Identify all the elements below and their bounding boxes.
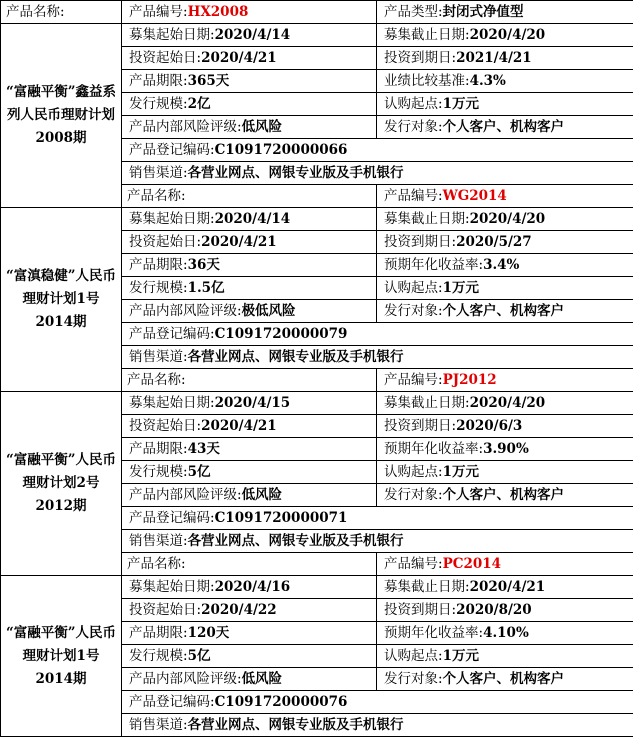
raise-start-value: 2020/4/15 xyxy=(215,395,291,411)
min-label: 认购起点: xyxy=(384,464,443,480)
registration-label: 产品登记编码: xyxy=(129,694,215,710)
term-value: 120天 xyxy=(188,625,230,641)
risk-cell xyxy=(122,668,377,691)
raise-end-label: 募集截止日期: xyxy=(384,27,470,43)
raise-end-value: 2020/4/20 xyxy=(470,395,546,411)
min-value: 1万元 xyxy=(443,464,479,480)
registration-label: 产品登记编码: xyxy=(129,510,215,526)
target-value: 个人客户、机构客户 xyxy=(443,119,565,135)
registration-label: 产品登记编码: xyxy=(129,142,215,158)
raise-start-cell xyxy=(122,392,377,415)
target-label: 发行对象: xyxy=(384,119,443,135)
scale-value: 2亿 xyxy=(188,96,211,112)
raise-end-cell xyxy=(377,392,633,415)
risk-cell xyxy=(122,300,377,323)
product-table-body xyxy=(1,1,633,737)
product-code-label: 产品编号: xyxy=(129,4,188,20)
raise-end-cell xyxy=(377,208,633,231)
raise-start-value: 2020/4/14 xyxy=(215,27,291,43)
invest-end-value: 2020/6/3 xyxy=(456,418,522,434)
raise-start-label: 募集起始日期: xyxy=(129,395,215,411)
raise-start-cell xyxy=(122,208,377,231)
min-label: 认购起点: xyxy=(384,96,443,112)
channel-cell xyxy=(122,714,633,737)
risk-value: 低风险 xyxy=(242,671,283,687)
yield-cell xyxy=(377,254,633,277)
invest-end-label: 投资到期日: xyxy=(384,50,456,66)
raise-end-value: 2020/4/20 xyxy=(470,27,546,43)
product-code-label: 产品编号: xyxy=(384,556,443,572)
raise-start-label: 募集起始日期: xyxy=(129,211,215,227)
product-code-label: 产品编号: xyxy=(384,372,443,388)
invest-end-cell xyxy=(377,415,633,438)
yield-cell xyxy=(377,70,633,93)
invest-end-cell xyxy=(377,599,633,622)
invest-end-cell xyxy=(377,231,633,254)
raise-end-value: 2020/4/20 xyxy=(470,211,546,227)
risk-label: 产品内部风险评级: xyxy=(129,671,242,687)
product-code-cell xyxy=(377,553,633,576)
scale-value: 1.5亿 xyxy=(188,280,225,296)
risk-label: 产品内部风险评级: xyxy=(129,119,242,135)
invest-start-label: 投资起始日: xyxy=(129,234,201,250)
invest-start-cell xyxy=(122,599,377,622)
channel-cell xyxy=(122,162,633,185)
invest-end-value: 2020/5/27 xyxy=(456,234,532,250)
risk-label: 产品内部风险评级: xyxy=(129,303,242,319)
invest-end-value: 2020/8/20 xyxy=(456,602,532,618)
invest-start-value: 2020/4/21 xyxy=(201,50,277,66)
min-cell xyxy=(377,645,633,668)
min-value: 1万元 xyxy=(443,280,479,296)
invest-start-cell xyxy=(122,231,377,254)
raise-end-cell xyxy=(377,24,633,47)
invest-start-label: 投资起始日: xyxy=(129,602,201,618)
invest-end-label: 投资到期日: xyxy=(384,418,456,434)
channel-cell xyxy=(122,346,633,369)
raise-end-label: 募集截止日期: xyxy=(384,579,470,595)
scale-cell xyxy=(122,93,377,116)
invest-start-value: 2020/4/21 xyxy=(201,418,277,434)
invest-start-value: 2020/4/21 xyxy=(201,234,277,250)
channel-value: 各营业网点、网银专业版及手机银行 xyxy=(188,165,404,181)
invest-end-label: 投资到期日: xyxy=(384,234,456,250)
yield-cell xyxy=(377,438,633,461)
product-type-label: 产品类型: xyxy=(384,4,443,20)
channel-label: 销售渠道: xyxy=(129,717,188,733)
raise-dates-row xyxy=(1,392,633,415)
invest-start-label: 投资起始日: xyxy=(129,50,201,66)
product-type-cell xyxy=(377,1,633,24)
term-label: 产品期限: xyxy=(129,257,188,273)
yield-label: 业绩比较基准: xyxy=(384,73,470,89)
term-value: 36天 xyxy=(188,257,220,273)
product-name: “富融平衡”人民币理财计划1号2014期 xyxy=(1,576,122,737)
scale-cell xyxy=(122,645,377,668)
invest-end-value: 2021/4/21 xyxy=(456,50,532,66)
term-cell xyxy=(122,438,377,461)
term-cell xyxy=(122,254,377,277)
risk-label: 产品内部风险评级: xyxy=(129,487,242,503)
product-code-label: 产品编号: xyxy=(384,188,443,204)
invest-start-cell xyxy=(122,47,377,70)
raise-dates-row xyxy=(1,576,633,599)
invest-end-label: 投资到期日: xyxy=(384,602,456,618)
term-label: 产品期限: xyxy=(129,625,188,641)
term-cell xyxy=(122,70,377,93)
yield-cell xyxy=(377,622,633,645)
term-label: 产品期限: xyxy=(129,73,188,89)
target-cell xyxy=(377,484,633,507)
invest-end-cell xyxy=(377,47,633,70)
channel-value: 各营业网点、网银专业版及手机银行 xyxy=(188,717,404,733)
risk-value: 低风险 xyxy=(242,119,283,135)
target-cell xyxy=(377,300,633,323)
product-code-cell xyxy=(377,185,633,208)
target-label: 发行对象: xyxy=(384,303,443,319)
scale-value: 5亿 xyxy=(188,648,211,664)
product-name: “富融平衡”鑫益系列人民币理财计划2008期 xyxy=(1,24,122,208)
registration-cell xyxy=(122,691,633,714)
product-name-label: 产品名称: xyxy=(122,185,377,208)
product-name-label: 产品名称: xyxy=(122,553,377,576)
channel-value: 各营业网点、网银专业版及手机银行 xyxy=(188,349,404,365)
raise-end-value: 2020/4/21 xyxy=(470,579,546,595)
target-label: 发行对象: xyxy=(384,671,443,687)
yield-value: 4.3% xyxy=(470,73,506,89)
invest-start-cell xyxy=(122,415,377,438)
scale-label: 发行规模: xyxy=(129,648,188,664)
risk-value: 极低风险 xyxy=(242,303,296,319)
min-cell xyxy=(377,461,633,484)
target-value: 个人客户、机构客户 xyxy=(443,671,565,687)
raise-dates-row xyxy=(1,24,633,47)
target-value: 个人客户、机构客户 xyxy=(443,487,565,503)
channel-label: 销售渠道: xyxy=(129,349,188,365)
product-name-label: 产品名称: xyxy=(1,1,122,24)
yield-label: 预期年化收益率: xyxy=(384,257,483,273)
product-header-row xyxy=(1,1,633,24)
registration-cell xyxy=(122,323,633,346)
product-code-value: WG2014 xyxy=(443,188,507,204)
scale-label: 发行规模: xyxy=(129,96,188,112)
term-cell xyxy=(122,622,377,645)
channel-label: 销售渠道: xyxy=(129,165,188,181)
term-value: 43天 xyxy=(188,441,220,457)
product-name: “富融平衡”人民币理财计划2号2012期 xyxy=(1,392,122,576)
scale-value: 5亿 xyxy=(188,464,211,480)
risk-cell xyxy=(122,116,377,139)
min-cell xyxy=(377,277,633,300)
registration-cell xyxy=(122,507,633,530)
raise-start-value: 2020/4/16 xyxy=(215,579,291,595)
registration-label: 产品登记编码: xyxy=(129,326,215,342)
raise-end-label: 募集截止日期: xyxy=(384,211,470,227)
raise-end-cell xyxy=(377,576,633,599)
yield-value: 3.90% xyxy=(483,441,529,457)
product-name-label: 产品名称: xyxy=(122,369,377,392)
product-code-cell xyxy=(122,1,377,24)
risk-value: 低风险 xyxy=(242,487,283,503)
channel-label: 销售渠道: xyxy=(129,533,188,549)
risk-cell xyxy=(122,484,377,507)
raise-start-value: 2020/4/14 xyxy=(215,211,291,227)
min-value: 1万元 xyxy=(443,96,479,112)
raise-start-label: 募集起始日期: xyxy=(129,27,215,43)
min-cell xyxy=(377,93,633,116)
min-label: 认购起点: xyxy=(384,648,443,664)
yield-value: 4.10% xyxy=(483,625,529,641)
raise-dates-row xyxy=(1,208,633,231)
registration-value: C1091720000079 xyxy=(215,326,348,342)
term-label: 产品期限: xyxy=(129,441,188,457)
product-code-value: PJ2012 xyxy=(443,372,497,388)
target-cell xyxy=(377,668,633,691)
product-name: “富滇稳健”人民币理财计划1号2014期 xyxy=(1,208,122,392)
target-label: 发行对象: xyxy=(384,487,443,503)
target-value: 个人客户、机构客户 xyxy=(443,303,565,319)
yield-value: 3.4% xyxy=(483,257,519,273)
yield-label: 预期年化收益率: xyxy=(384,625,483,641)
registration-value: C1091720000076 xyxy=(215,694,348,710)
yield-label: 预期年化收益率: xyxy=(384,441,483,457)
raise-start-cell xyxy=(122,576,377,599)
scale-label: 发行规模: xyxy=(129,464,188,480)
registration-value: C1091720000066 xyxy=(215,142,348,158)
target-cell xyxy=(377,116,633,139)
scale-cell xyxy=(122,461,377,484)
product-code-value: PC2014 xyxy=(443,556,501,572)
product-type-value: 封闭式净值型 xyxy=(443,4,524,20)
registration-value: C1091720000071 xyxy=(215,510,348,526)
registration-cell xyxy=(122,139,633,162)
channel-cell xyxy=(122,530,633,553)
scale-label: 发行规模: xyxy=(129,280,188,296)
min-value: 1万元 xyxy=(443,648,479,664)
term-value: 365天 xyxy=(188,73,230,89)
raise-end-label: 募集截止日期: xyxy=(384,395,470,411)
invest-start-label: 投资起始日: xyxy=(129,418,201,434)
min-label: 认购起点: xyxy=(384,280,443,296)
raise-start-cell xyxy=(122,24,377,47)
channel-value: 各营业网点、网银专业版及手机银行 xyxy=(188,533,404,549)
product-code-cell xyxy=(377,369,633,392)
scale-cell xyxy=(122,277,377,300)
raise-start-label: 募集起始日期: xyxy=(129,579,215,595)
product-code-value: HX2008 xyxy=(188,4,249,20)
invest-start-value: 2020/4/22 xyxy=(201,602,277,618)
